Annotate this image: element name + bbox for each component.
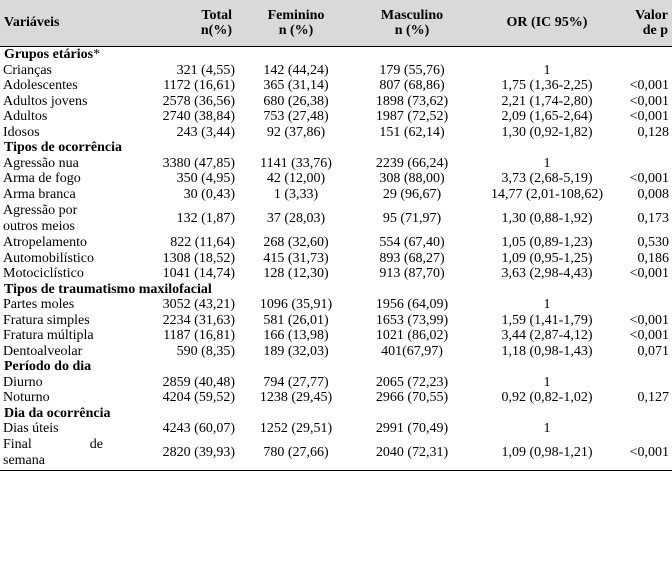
row-label-line1: Arma de fogo — [3, 171, 81, 186]
table-row — [0, 78, 672, 94]
table-row — [0, 202, 672, 235]
table-row — [0, 156, 672, 172]
cell-masculino: 1956 (64,09) — [375, 297, 449, 312]
section-header-row — [0, 282, 672, 298]
cell-p-value: <0,001 — [629, 109, 669, 124]
row-label-line2: semana — [3, 453, 45, 468]
cell-feminino: 1238 (29,45) — [259, 390, 333, 405]
cell-total: 1172 (16,61) — [163, 78, 235, 93]
cell-feminino: 415 (31,73) — [263, 250, 329, 266]
row-label — [0, 328, 118, 344]
cell-or: 3,44 (2,87-4,12) — [501, 328, 593, 343]
table-row — [0, 266, 672, 282]
cell-total: 1187 (16,81) — [163, 328, 235, 343]
cell-feminino: 128 (12,30) — [263, 266, 329, 281]
table-body — [0, 47, 672, 471]
cell-feminino: 189 (32,03) — [263, 343, 329, 359]
cell-masculino: 308 (88,00) — [379, 171, 445, 186]
row-label-line1: Atropelamento — [3, 235, 87, 250]
header-masculino — [354, 0, 470, 47]
cell-or: 3,73 (2,68-5,19) — [501, 171, 593, 186]
header-masculino-line2: n (%) — [394, 23, 430, 38]
cell-total: 822 (11,64) — [170, 235, 235, 250]
cell-p-value: 0,008 — [637, 186, 669, 202]
row-label-line1: Adultos — [3, 109, 48, 124]
table-row — [0, 328, 672, 344]
row-label — [0, 187, 118, 203]
cell-feminino: 1141 (33,76) — [260, 155, 332, 171]
row-label-line1: Fratura simples — [3, 312, 90, 328]
row-label-line1: Diurno — [3, 374, 43, 390]
cell-p-value: <0,001 — [629, 93, 669, 109]
cell-or: 1,75 (1,36-2,25) — [501, 78, 593, 93]
row-label-line1: Adultos jovens — [3, 93, 88, 109]
cell-p-value — [624, 375, 672, 391]
cell-or: 1 — [543, 374, 551, 390]
cell-feminino: 794 (27,77) — [263, 374, 329, 390]
section-title — [0, 359, 672, 375]
cell-or: 1 — [543, 421, 551, 436]
row-label-line1: Arma branca — [3, 186, 76, 202]
cell-feminino: 581 (26,01) — [263, 312, 329, 328]
section-title-text: Período do dia — [4, 359, 92, 374]
cell-total: 243 (3,44) — [176, 124, 235, 140]
row-label — [0, 63, 118, 79]
header-valor-line1: Valor — [635, 7, 668, 23]
cell-masculino: 2239 (66,24) — [375, 155, 449, 171]
row-label — [0, 390, 118, 406]
table-row — [0, 63, 672, 79]
cell-masculino: 913 (87,70) — [379, 266, 445, 281]
cell-feminino: 680 (26,38) — [263, 93, 329, 109]
cell-or: 1 — [543, 297, 551, 312]
cell-masculino: 401(67,97) — [381, 343, 443, 359]
cell-p-value: 0,128 — [637, 124, 669, 140]
table-header — [0, 0, 672, 47]
section-header-row — [0, 140, 672, 156]
cell-or: 14,77 (2,01-108,62) — [491, 186, 603, 202]
cell-feminino: 268 (32,60) — [263, 235, 329, 250]
cell-total: 2740 (38,84) — [162, 109, 235, 124]
row-label — [0, 171, 118, 187]
section-header-row — [0, 359, 672, 375]
section-title-text: Tipos de ocorrência — [4, 140, 122, 155]
row-label-line1: Idosos — [3, 124, 40, 140]
cell-masculino: 1898 (73,62) — [375, 93, 449, 109]
section-title-asterisk: * — [93, 47, 101, 62]
row-label-line1: Partes moles — [3, 297, 75, 312]
header-total-line1: Total — [201, 7, 232, 23]
table-row — [0, 437, 672, 471]
cell-or: 3,63 (2,98-4,43) — [501, 266, 593, 281]
cell-feminino: 166 (13,98) — [263, 328, 329, 343]
cell-p-value: <0,001 — [629, 171, 669, 186]
cell-total: 1308 (18,52) — [162, 250, 235, 266]
cell-p-value: 0,071 — [637, 343, 669, 359]
header-valor — [624, 0, 672, 47]
cell-p-value: 0,530 — [637, 235, 669, 250]
row-label-word: Final — [3, 437, 32, 452]
cell-p-value: <0,001 — [629, 312, 669, 328]
table-row — [0, 390, 672, 406]
table-row — [0, 171, 672, 187]
section-header-row — [0, 406, 672, 422]
cell-total: 321 (4,55) — [176, 62, 235, 78]
table-row — [0, 187, 672, 203]
cell-p-value — [624, 156, 672, 172]
row-label — [0, 313, 118, 329]
cell-masculino: 807 (68,86) — [379, 78, 445, 93]
header-total-line2: n(%) — [200, 23, 232, 38]
cell-total: 4243 (60,07) — [162, 421, 235, 436]
cell-feminino: 780 (27,66) — [238, 437, 354, 471]
cell-or: 1,05 (0,89-1,23) — [501, 235, 593, 250]
header-masculino-line1: Masculino — [380, 7, 444, 23]
cell-or: 1,30 (0,92-1,82) — [501, 124, 593, 140]
header-feminino — [238, 0, 354, 47]
row-label-line1: Dias úteis — [3, 421, 59, 436]
cell-or: 2,21 (1,74-2,80) — [501, 93, 593, 109]
row-label — [0, 156, 118, 172]
header-valor-line2: de p — [642, 23, 668, 38]
cell-masculino: 179 (55,76) — [379, 62, 445, 78]
section-title — [0, 47, 672, 63]
cell-or: 0,92 (0,82-1,02) — [501, 390, 593, 405]
cell-masculino: 554 (67,40) — [379, 235, 445, 250]
row-label — [0, 344, 118, 360]
row-label — [0, 78, 118, 94]
cell-total: 2820 (39,93) — [118, 437, 238, 471]
section-title — [0, 282, 672, 298]
cell-feminino: 142 (44,24) — [263, 62, 329, 78]
row-label — [0, 421, 118, 437]
cell-p-value: <0,001 — [629, 266, 669, 281]
cell-or: 1,09 (0,98-1,21) — [470, 437, 624, 471]
cell-total: 132 (1,87) — [176, 210, 235, 226]
cell-total: 3380 (47,85) — [162, 155, 235, 171]
cell-p-value: 0,127 — [637, 390, 669, 405]
cell-p-value — [624, 63, 672, 79]
row-label-line1: Agressão por — [3, 202, 78, 218]
cell-masculino: 1653 (73,99) — [375, 312, 449, 328]
row-label-line2: outros meios — [3, 218, 75, 234]
row-label — [0, 251, 118, 267]
cell-total: 4204 (59,52) — [162, 390, 235, 405]
cell-masculino: 29 (96,67) — [382, 186, 442, 202]
cell-p-value: 0,173 — [637, 210, 669, 226]
cell-total: 590 (8,35) — [176, 343, 235, 359]
row-label-line1: Adolescentes — [3, 78, 78, 93]
cell-masculino: 151 (62,14) — [379, 124, 445, 140]
cell-p-value: <0,001 — [624, 437, 672, 471]
row-label — [0, 109, 118, 125]
row-label-line1 — [3, 437, 103, 453]
row-label — [0, 202, 118, 235]
table-row — [0, 344, 672, 360]
row-label — [0, 125, 118, 141]
cell-feminino: 1096 (35,91) — [259, 297, 333, 312]
section-title-text: Grupos etários — [4, 47, 94, 62]
row-label-line1: Dentoalveolar — [3, 343, 83, 359]
cell-masculino: 2991 (70,49) — [375, 421, 449, 436]
cell-masculino: 1021 (86,02) — [375, 328, 449, 343]
section-header-row — [0, 47, 672, 63]
header-feminino-line1: Feminino — [267, 7, 325, 23]
cell-masculino: 2065 (72,23) — [375, 374, 449, 390]
cell-p-value — [624, 297, 672, 313]
cell-p-value: <0,001 — [629, 78, 669, 93]
table-row — [0, 421, 672, 437]
row-label — [0, 266, 118, 282]
cell-masculino: 95 (71,97) — [382, 210, 442, 226]
cell-feminino: 365 (31,14) — [263, 78, 329, 93]
row-label-word: de — [89, 437, 103, 452]
header-variaveis: Variáveis — [0, 0, 118, 47]
cell-or: 1,59 (1,41-1,79) — [501, 312, 593, 328]
row-label — [0, 94, 118, 110]
header-total — [118, 0, 238, 47]
cell-masculino: 1987 (72,52) — [375, 109, 449, 124]
table-row — [0, 297, 672, 313]
section-title-text: Tipos de traumatismo maxilofacial — [4, 281, 212, 297]
table-row — [0, 94, 672, 110]
cell-or: 1 — [543, 62, 551, 78]
cell-total: 3052 (43,21) — [162, 297, 235, 312]
table-row — [0, 125, 672, 141]
cell-or: 1,18 (0,98-1,43) — [501, 343, 593, 359]
cell-or: 1,09 (0,95-1,25) — [501, 250, 593, 266]
cell-or: 1,30 (0,88-1,92) — [501, 210, 593, 226]
row-label — [0, 375, 118, 391]
cell-total: 2578 (36,56) — [162, 93, 235, 109]
section-title — [0, 140, 672, 156]
cell-feminino: 42 (12,00) — [266, 171, 326, 186]
table-row — [0, 313, 672, 329]
header-feminino-line2: n (%) — [278, 23, 314, 38]
table-row — [0, 109, 672, 125]
cell-p-value — [624, 421, 672, 437]
cell-total: 2859 (40,48) — [162, 374, 235, 390]
cell-or: 2,09 (1,65-2,64) — [501, 109, 593, 124]
cell-or: 1 — [543, 155, 551, 171]
row-label — [0, 437, 118, 471]
cell-feminino: 1252 (29,51) — [259, 421, 333, 436]
cell-feminino: 37 (28,03) — [266, 210, 326, 226]
table-row — [0, 235, 672, 251]
row-label-line1: Motociclístico — [3, 266, 84, 281]
cell-masculino: 2966 (70,55) — [375, 390, 449, 405]
cell-total: 1041 (14,74) — [162, 266, 235, 281]
cell-masculino: 893 (68,27) — [379, 250, 445, 266]
header-or: OR (IC 95%) — [470, 0, 624, 47]
section-title-text: Dia da ocorrência — [4, 405, 111, 421]
cell-feminino: 92 (37,86) — [266, 124, 326, 140]
row-label-line1: Noturno — [3, 390, 50, 405]
row-label — [0, 235, 118, 251]
cell-p-value: <0,001 — [629, 328, 669, 343]
row-label — [0, 297, 118, 313]
row-label-line1: Agressão nua — [3, 155, 79, 171]
cell-total: 30 (0,43) — [183, 186, 235, 202]
table-row — [0, 251, 672, 267]
cell-total: 2234 (31,63) — [162, 312, 235, 328]
cell-masculino: 2040 (72,31) — [354, 437, 470, 471]
row-label-line1: Fratura múltipla — [3, 328, 94, 343]
table-row — [0, 375, 672, 391]
cell-p-value: 0,186 — [637, 250, 669, 266]
cell-feminino: 1 (3,33) — [273, 186, 319, 202]
row-label-line1: Crianças — [3, 62, 52, 78]
cell-total: 350 (4,95) — [176, 171, 235, 186]
row-label-line1: Automobilístico — [3, 250, 94, 266]
section-title — [0, 406, 672, 422]
cell-feminino: 753 (27,48) — [263, 109, 329, 124]
